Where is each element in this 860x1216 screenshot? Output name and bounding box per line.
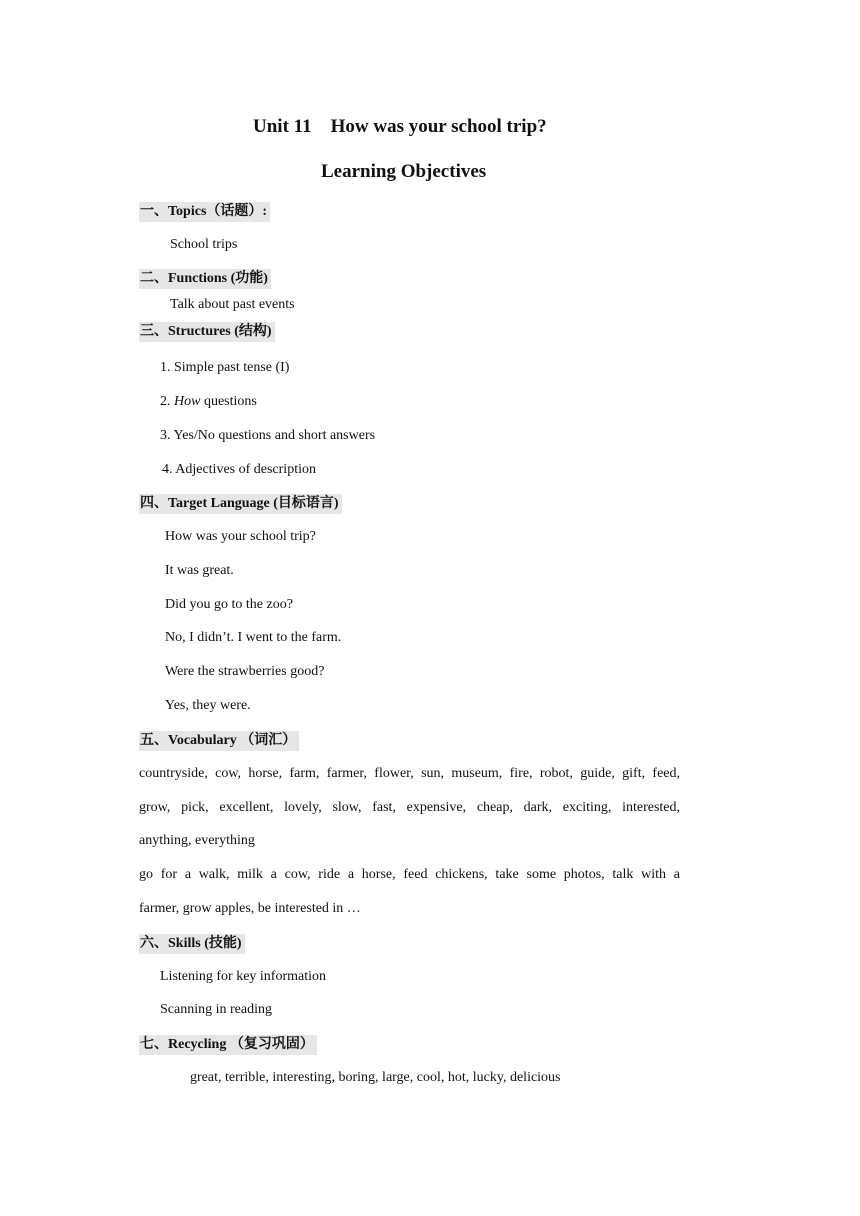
target-language-line: Yes, they were. — [165, 698, 251, 713]
vocabulary-line: anything, everything — [139, 833, 255, 848]
italic-term: How — [174, 394, 201, 409]
structure-item: 4. Adjectives of description — [162, 462, 316, 477]
vocabulary-line: grow, pick, excellent, lovely, slow, fast, expensive, cheap, dark, exciting, interested, — [139, 800, 680, 815]
function-item: Talk about past events — [170, 297, 295, 312]
target-language-line: Were the strawberries good? — [165, 664, 325, 679]
skill-item: Listening for key information — [160, 969, 327, 984]
phrase-line: farmer, grow apples, be interested in … — [139, 901, 361, 916]
structure-item: 1. Simple past tense (I) — [160, 360, 290, 375]
topic-item: School trips — [170, 237, 238, 252]
section-heading-structures: 三、Structures (结构) — [139, 322, 275, 342]
phrase-line: go for a walk, milk a cow, ride a horse, feed chickens, take some photos, talk with a — [139, 867, 680, 882]
recycling-item: great, terrible, interesting, boring, large, cool, hot, lucky, delicious — [190, 1070, 561, 1085]
skill-item: Scanning in reading — [160, 1002, 272, 1017]
structure-item: 2. How questions — [160, 394, 257, 409]
vocabulary-line: countryside, cow, horse, farm, farmer, flower, sun, museum, fire, robot, guide, gift, feed, — [139, 766, 680, 781]
section-heading-skills: 六、Skills (技能) — [139, 934, 245, 954]
unit-title: Unit 11 How was your school trip? — [253, 116, 547, 137]
section-heading-functions: 二、Functions (功能) — [139, 269, 271, 289]
target-language-line: No, I didn’t. I went to the farm. — [165, 630, 342, 645]
section-heading-topics: 一、Topics（话题）: — [139, 202, 270, 222]
section-heading-target-language: 四、Target Language (目标语言) — [139, 494, 342, 514]
target-language-line: How was your school trip? — [165, 529, 316, 544]
target-language-line: It was great. — [165, 563, 234, 578]
structure-item: 3. Yes/No questions and short answers — [160, 428, 376, 443]
page-subtitle: Learning Objectives — [321, 161, 487, 182]
section-heading-recycling: 七、Recycling （复习巩固） — [139, 1035, 317, 1055]
section-heading-vocabulary: 五、Vocabulary （词汇） — [139, 731, 299, 751]
target-language-line: Did you go to the zoo? — [165, 597, 293, 612]
